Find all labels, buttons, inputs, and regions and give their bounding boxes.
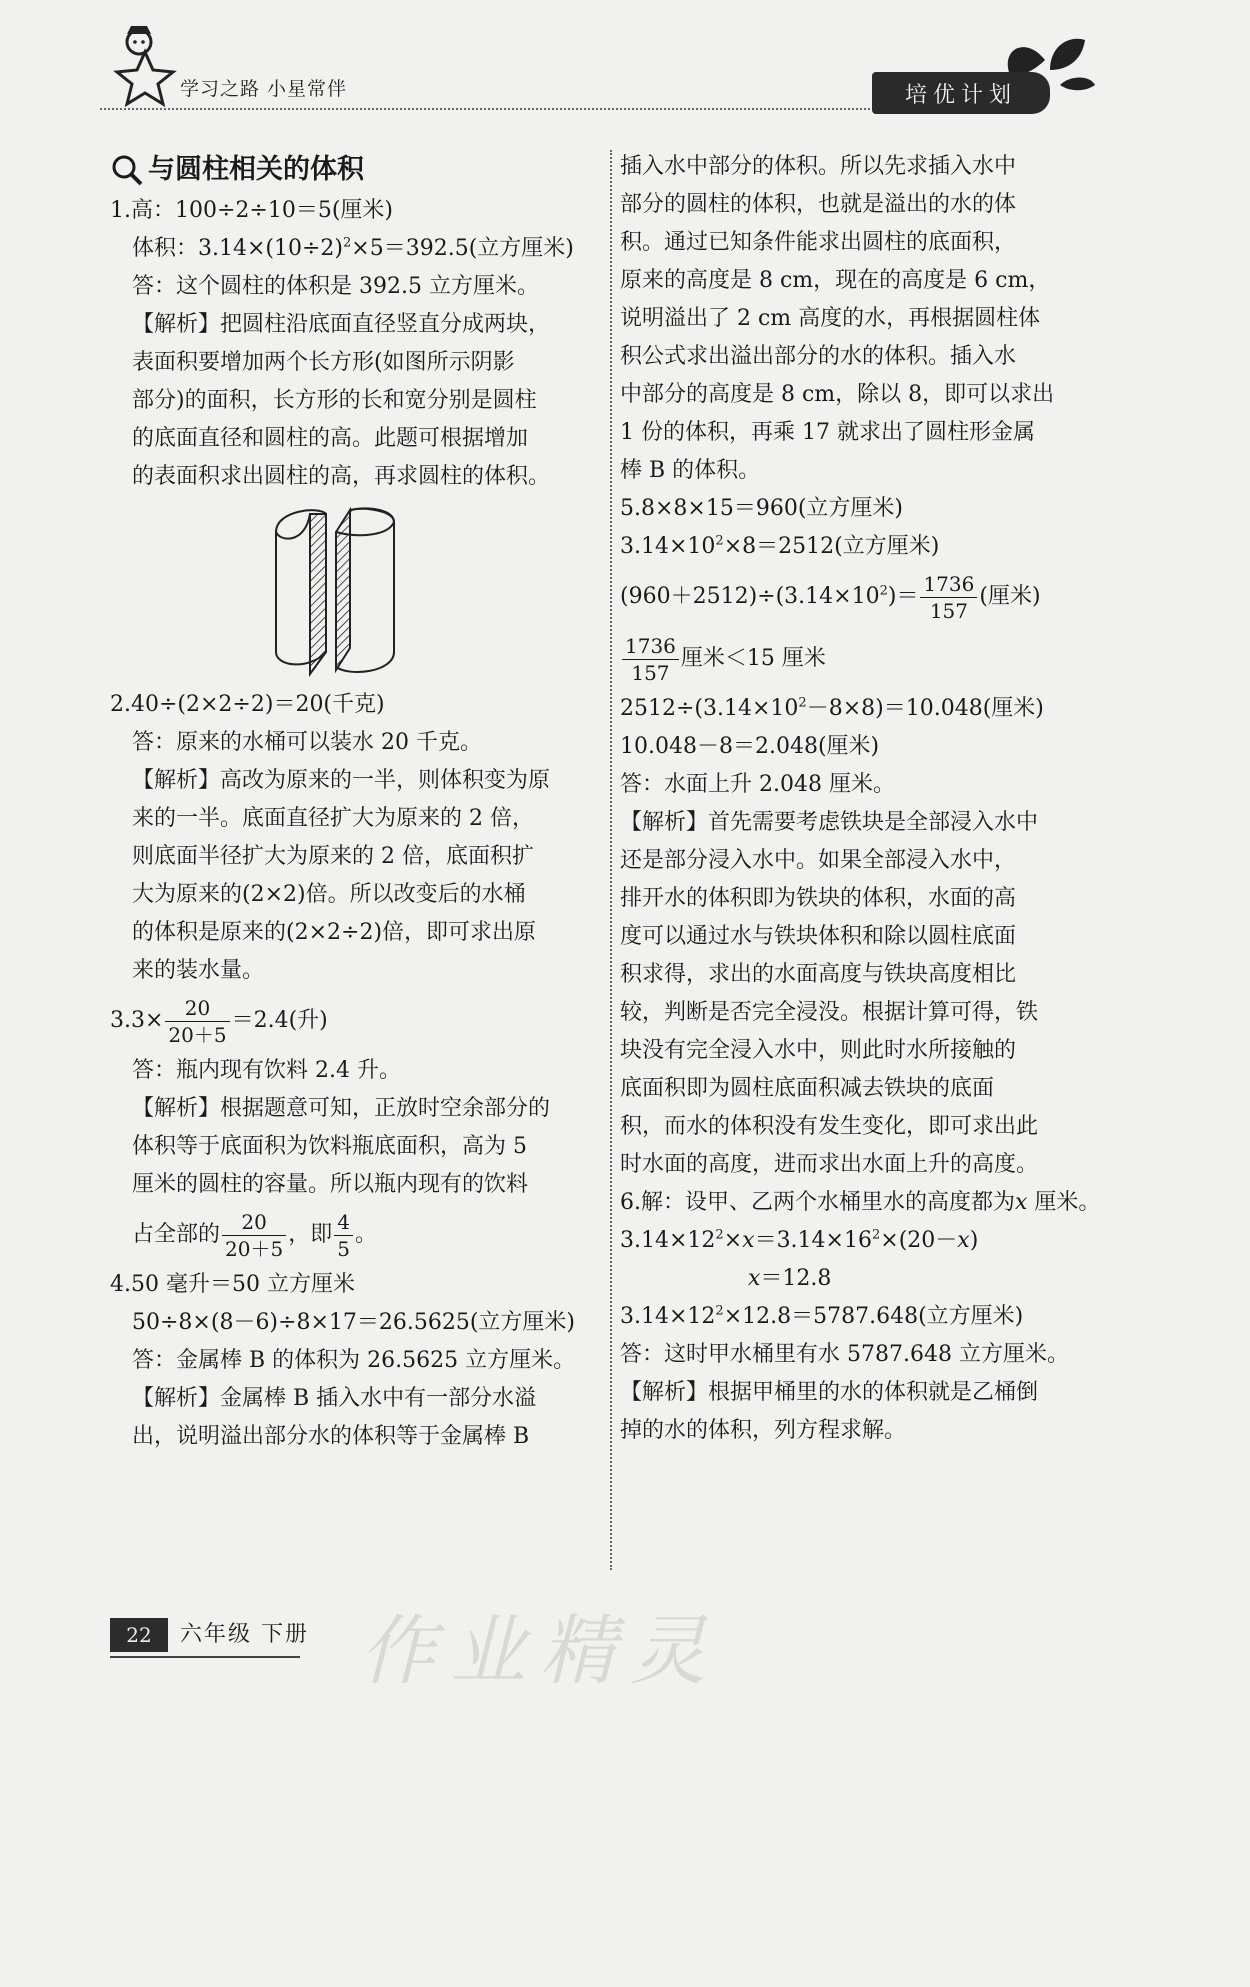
answer-1-analysis-4: 的底面直径和圆柱的高。此题可根据增加 (132, 426, 529, 451)
fraction: $\frac{20}{20+5}$ (165, 995, 229, 1048)
fraction: $\frac{20}{20+5}$ (222, 1209, 286, 1262)
answer-5-line-6: 10.048－8＝2.048(厘米) (620, 734, 880, 759)
answer-5-line-3: $(960+2512)\div(3.14\times 10^2)=$ $\frac{1736}{157}$ (厘米) (620, 571, 1041, 623)
answer-4-cont-1: 插入水中部分的体积。所以先求插入水中 (620, 154, 1017, 179)
star-mascot-icon (105, 22, 185, 107)
answer-4-analysis-2: 出，说明溢出部分水的体积等于金属棒 B (132, 1424, 530, 1449)
answer-1 (110, 192, 595, 496)
answer-4-cont-5: 说明溢出了 2 cm 高度的水，再根据圆柱体 (620, 306, 1041, 331)
answer-6-analysis-2: 掉的水的体积，列方程求解。 (620, 1418, 907, 1443)
answer-1-analysis-3: 部分)的面积，长方形的长和宽分别是圆柱 (132, 388, 537, 413)
answer-5-analysis-1: 【解析】首先需要考虑铁块是全部浸入水中 (620, 810, 1039, 835)
fraction: $\frac{4}{5}$ (334, 1209, 353, 1262)
left-column (110, 148, 595, 1456)
answer-4-analysis-1: 【解析】金属棒 B 插入水中有一部分水溢 (132, 1386, 537, 1411)
answer-3-analysis-4: 占全部的 $\frac{20}{20+5}$ ，即 $\frac{4}{5}$ 。 (132, 1209, 377, 1261)
answer-3-line-2: 答：瓶内现有饮料 2.4 升。 (132, 1058, 401, 1083)
answer-5-analysis-4: 度可以通过水与铁块体积和除以圆柱底面 (620, 924, 1017, 949)
answer-5-analysis-8: 底面积即为圆柱底面积减去铁块的底面 (620, 1076, 995, 1101)
answer-5-analysis-10: 时水面的高度，进而求出水面上升的高度。 (620, 1152, 1039, 1177)
answer-6-line-4: $3.14\times 12^2\times 12.8=5787.648$(立方厘米) (620, 1303, 1024, 1329)
answer-5-line-1: 5.8×8×15＝960(立方厘米) (620, 496, 904, 521)
answer-5-line-5: $2512\div(3.14\times 10^2-8\times 8)=10.048$(厘米) (620, 695, 1044, 721)
answer-4-cont-7: 中部分的高度是 8 cm，除以 8，即可以求出 (620, 382, 1055, 407)
answer-4-line-2: 50÷8×(8－6)÷8×17＝26.5625(立方厘米) (132, 1310, 576, 1335)
column-divider (610, 150, 612, 1570)
footer-underline (110, 1656, 300, 1658)
answer-1-analysis-1: 【解析】把圆柱沿底面直径竖直分成两块， (132, 312, 551, 337)
answer-6-line-5: 答：这时甲水桶里有水 5787.648 立方厘米。 (620, 1342, 1069, 1367)
answer-2-analysis-2: 来的一半。底面直径扩大为原来的 2 倍， (132, 806, 534, 831)
answer-5-analysis-5: 积求得，求出的水面高度与铁块高度相比 (620, 962, 1017, 987)
answer-5-analysis-6: 较，判断是否完全浸没。根据计算可得，铁 (620, 1000, 1039, 1025)
answer-3-analysis-2: 体积等于底面积为饮料瓶底面积，高为 5 (132, 1134, 527, 1159)
answer-1-line-1: 1.高：100÷2÷10＝5(厘米) (110, 198, 394, 223)
answer-5-analysis-2: 还是部分浸入水中。如果全部浸入水中， (620, 848, 1017, 873)
answer-6-analysis-1: 【解析】根据甲桶里的水的体积就是乙桶倒 (620, 1380, 1039, 1405)
answer-4-cont-4: 原来的高度是 8 cm，现在的高度是 6 cm， (620, 268, 1051, 293)
answer-5 (620, 490, 1100, 1184)
answer-1-analysis-2: 表面积要增加两个长方形(如图所示阴影 (132, 350, 515, 375)
cylinder-split-figure (270, 502, 400, 682)
answer-5-analysis-3: 排开水的体积即为铁块的体积，水面的高 (620, 886, 1017, 911)
answer-3-analysis-1: 【解析】根据题意可知，正放时空余部分的 (132, 1096, 551, 1121)
answer-6-line-2: $3.14\times 12^2\times x=3.14\times 16^2\times(20-x)$ (620, 1227, 979, 1253)
answer-1-line-2: 体积：$3.14\times(10\div 2)^2\times 5=392.5$(立方厘米) (132, 235, 574, 261)
fraction: $\frac{1736}{157}$ (622, 633, 679, 686)
fraction: $\frac{1736}{157}$ (920, 571, 977, 624)
answer-4-cont-6: 积公式求出溢出部分的水的体积。插入水 (620, 344, 1017, 369)
answer-3 (110, 990, 595, 1266)
answer-2-line-1: 2.40÷(2×2÷2)＝20(千克) (110, 692, 385, 717)
answer-2 (110, 686, 595, 990)
header-brand: 学习之路 小星常伴 (180, 78, 348, 100)
answer-6 (620, 1184, 1100, 1450)
answer-2-analysis-6: 来的装水量。 (132, 958, 265, 983)
answer-4-cont-9: 棒 B 的体积。 (620, 458, 761, 483)
answer-4-cont-8: 1 份的体积，再乘 17 就求出了圆柱形金属 (620, 420, 1035, 445)
answer-2-analysis-1: 【解析】高改为原来的一半，则体积变为原 (132, 768, 551, 793)
answer-4-continued (620, 148, 1100, 490)
answer-3-analysis-3: 厘米的圆柱的容量。所以瓶内现有的饮料 (132, 1172, 529, 1197)
header-badge: 培优计划 (872, 72, 1050, 114)
watermark: 作业精灵 (360, 1606, 720, 1695)
answer-2-analysis-3: 则底面半径扩大为原来的 2 倍，底面积扩 (132, 844, 534, 869)
answer-5-line-4: $\frac{1736}{157}$ 厘米＜15 厘米 (620, 628, 1100, 690)
answer-5-analysis-7: 块没有完全浸入水中，则此时水所接触的 (620, 1038, 1017, 1063)
answer-4-cont-3: 积。通过已知条件能求出圆柱的底面积， (620, 230, 1017, 255)
right-column (620, 148, 1100, 1450)
answer-5-line-2: $3.14\times 10^2\times 8=2512$(立方厘米) (620, 533, 940, 559)
footer-grade: 六年级 下册 (180, 1622, 309, 1647)
answer-6-line-3: x＝12.8 (748, 1266, 832, 1291)
answer-1-line-3: 答：这个圆柱的体积是 392.5 立方厘米。 (132, 274, 539, 299)
answer-2-analysis-4: 大为原来的(2×2)倍。所以改变后的水桶 (132, 882, 526, 907)
answer-4-line-3: 答：金属棒 B 的体积为 26.5625 立方厘米。 (132, 1348, 576, 1373)
answer-1-analysis-5: 的表面积求出圆柱的高，再求圆柱的体积。 (132, 464, 551, 489)
answer-5-analysis-9: 积，而水的体积没有发生变化，即可求出此 (620, 1114, 1039, 1139)
answer-4-line-1: 4.50 毫升＝50 立方厘米 (110, 1272, 355, 1297)
section-title (110, 148, 595, 192)
section-title-text: 与圆柱相关的体积 (148, 154, 364, 185)
answer-2-line-2: 答：原来的水桶可以装水 20 千克。 (132, 730, 482, 755)
answer-6-line-1: 6.解：设甲、乙两个水桶里水的高度都为x 厘米。 (620, 1190, 1101, 1215)
answer-3-line-1: 3.3× $\frac{20}{20+5}$ ＝2.4(升) (110, 995, 328, 1047)
answer-2-analysis-5: 的体积是原来的(2×2÷2)倍，即可求出原 (132, 920, 537, 945)
page-number: 22 (110, 1618, 168, 1652)
magnifier-icon (110, 153, 144, 187)
answer-5-line-7: 答：水面上升 2.048 厘米。 (620, 772, 895, 797)
answer-4-cont-2: 部分的圆柱的体积，也就是溢出的水的体 (620, 192, 1017, 217)
answer-4 (110, 1266, 595, 1456)
header-divider (100, 108, 870, 110)
